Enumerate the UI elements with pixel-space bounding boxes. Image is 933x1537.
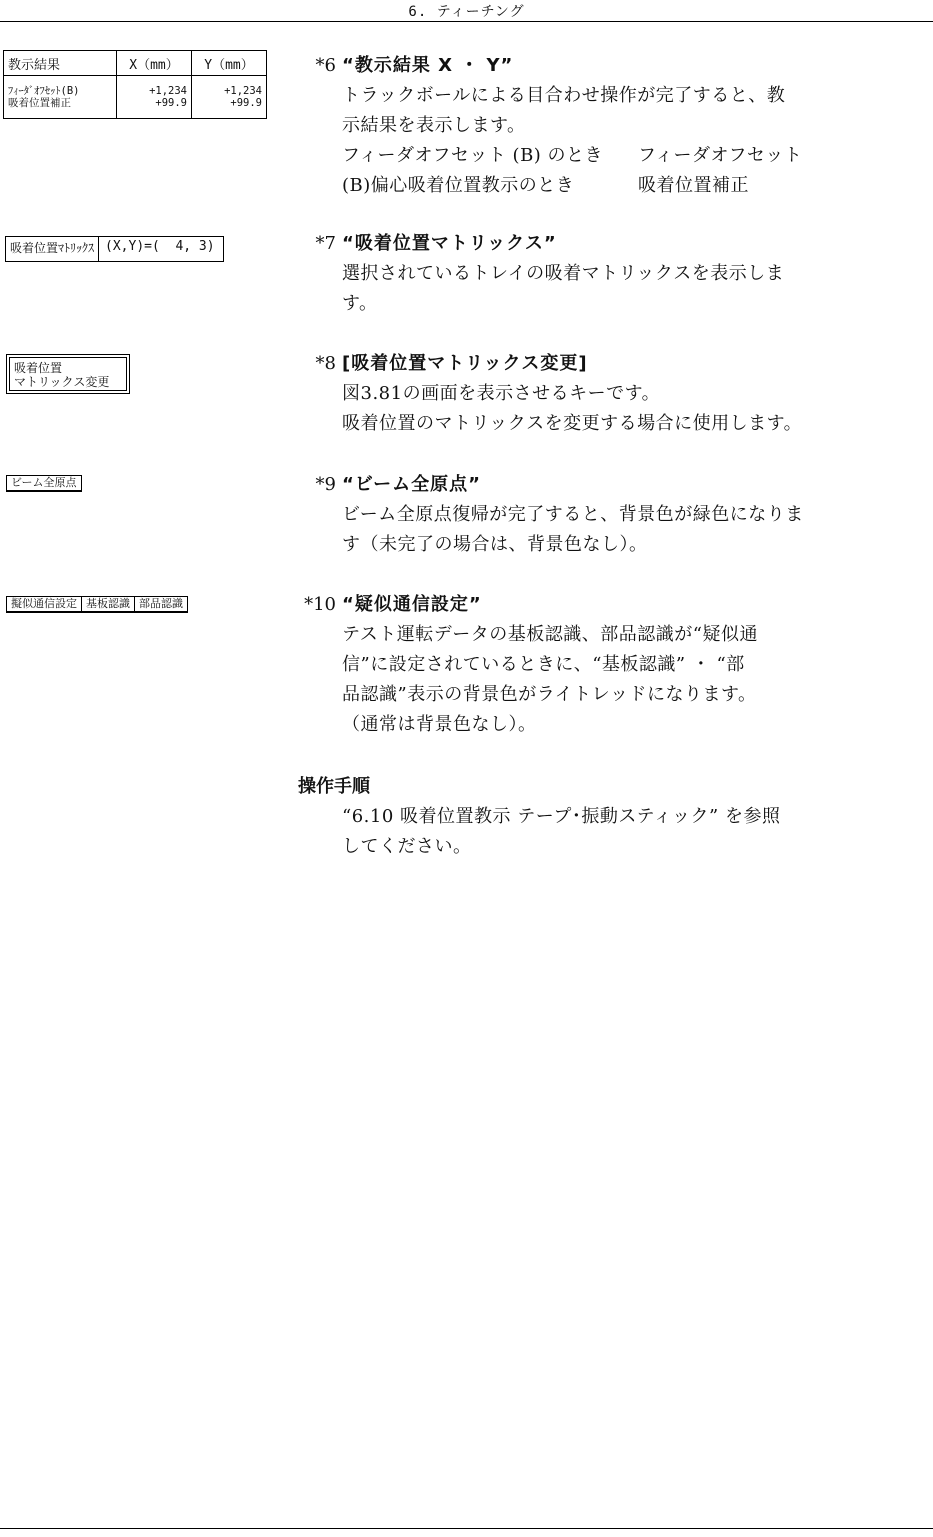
item-8 [296, 349, 896, 439]
page-header-title: 6. ティーチング [408, 4, 525, 20]
footer-rule [0, 1528, 933, 1529]
result-x-value-2: +99.9 [155, 97, 187, 109]
item-8-number: *8 [315, 353, 336, 374]
item-7-number: *7 [315, 233, 336, 254]
item-8-body [342, 379, 896, 439]
item-8-line-2: 吸着位置のマトリックスを変更する場合に使用します。 [342, 413, 803, 434]
board-recognition-label: 基板認識 [81, 597, 134, 611]
header-rule [0, 21, 933, 22]
item-7-title: “吸着位置マトリックス” [342, 233, 557, 254]
result-header-y: Y（mm） [192, 51, 267, 76]
item-7-line-1: 選択されているトレイの吸着マトリックスを表示しま [342, 263, 785, 284]
item-9 [296, 470, 896, 560]
item-10-title: “疑似通信設定” [342, 594, 482, 615]
item-8-line-1: 図3.81の画面を表示させるキーです。 [342, 383, 661, 404]
suction-matrix-value: (X,Y)=( 4, 3) [105, 239, 215, 254]
matrix-change-button-face [9, 357, 127, 391]
item-6-table-row-2 [342, 171, 896, 201]
procedure-body [342, 802, 842, 862]
result-header-x: X（mm） [117, 51, 192, 76]
matrix-change-button-line2: マトリックス変更 [14, 375, 110, 389]
procedure-line-2: してください。 [342, 836, 472, 857]
result-x-values [117, 76, 192, 119]
pseudo-comm-indicators [6, 596, 188, 613]
result-header-label: 教示結果 [4, 51, 117, 76]
part-recognition-label: 部品認識 [134, 597, 187, 611]
matrix-change-button[interactable] [6, 354, 130, 394]
item-9-body [342, 500, 896, 560]
item-10-line-3: 品認識”表示の背景色がライトレッドになります。 [342, 684, 757, 705]
item-6-title: “教示結果 X ・ Y” [342, 55, 514, 76]
item-7-body [342, 259, 896, 319]
item-6-line-1: トラックボールによる目合わせ操作が完了すると、教 [342, 85, 786, 106]
suction-matrix-display [5, 236, 224, 262]
suction-correction-label: 吸着位置補正 [8, 97, 71, 109]
item-6-table-row-1 [342, 141, 896, 171]
item-10-number: *10 [304, 594, 336, 615]
teach-result-table [3, 50, 267, 119]
item-9-title: “ビーム全原点” [342, 474, 481, 495]
item-10-body [342, 620, 896, 740]
feeder-offset-label: ﾌｨｰﾀﾞｵﾌｾｯﾄ(B) [8, 85, 80, 97]
item-6-line-2: 示結果を表示します。 [342, 115, 526, 136]
item-10-line-1: テスト運転データの基板認識、部品認識が“疑似通 [342, 624, 758, 645]
item-6 [296, 51, 896, 201]
pseudo-comm-setting-label: 擬似通信設定 [11, 597, 77, 610]
item-10 [296, 590, 896, 740]
item-9-line-2: す（未完了の場合は、背景色なし）。 [342, 534, 648, 555]
suction-matrix-label: 吸着位置ﾏﾄﾘｯｸｽ [6, 237, 99, 261]
procedure-title: 操作手順 [298, 776, 370, 797]
item-10-line-2: 信”に設定されているときに、“基板認識” ・ “部 [342, 654, 745, 675]
procedure-line-1: “6.10 吸着位置教示 テープ･振動スティック” を参照 [342, 806, 781, 827]
item-9-line-1: ビーム全原点復帰が完了すると、背景色が緑色になりま [342, 504, 804, 525]
item-7 [296, 229, 896, 319]
result-row-labels [4, 76, 117, 119]
item-9-number: *9 [315, 474, 336, 495]
result-y-value-1: +1,234 [224, 85, 262, 97]
item-6-body [342, 81, 896, 201]
item-6-cond-1: フィーダオフセット (B) のとき [342, 145, 604, 166]
item-6-result-1: フィーダオフセット [638, 145, 803, 166]
item-6-number: *6 [315, 55, 336, 76]
beam-origin-indicator: ビーム全原点 [6, 475, 82, 492]
result-y-value-2: +99.9 [230, 97, 262, 109]
item-7-line-2: す。 [342, 293, 378, 314]
item-8-title: [吸着位置マトリックス変更] [342, 353, 588, 374]
result-y-values [192, 76, 267, 119]
item-10-line-4: （通常は背景色なし）。 [342, 714, 537, 735]
matrix-change-button-line1: 吸着位置 [14, 361, 63, 375]
item-6-result-2: 吸着位置補正 [638, 175, 749, 196]
result-x-value-1: +1,234 [149, 85, 187, 97]
item-6-cond-2: (B)偏心吸着位置教示のとき [342, 175, 575, 196]
